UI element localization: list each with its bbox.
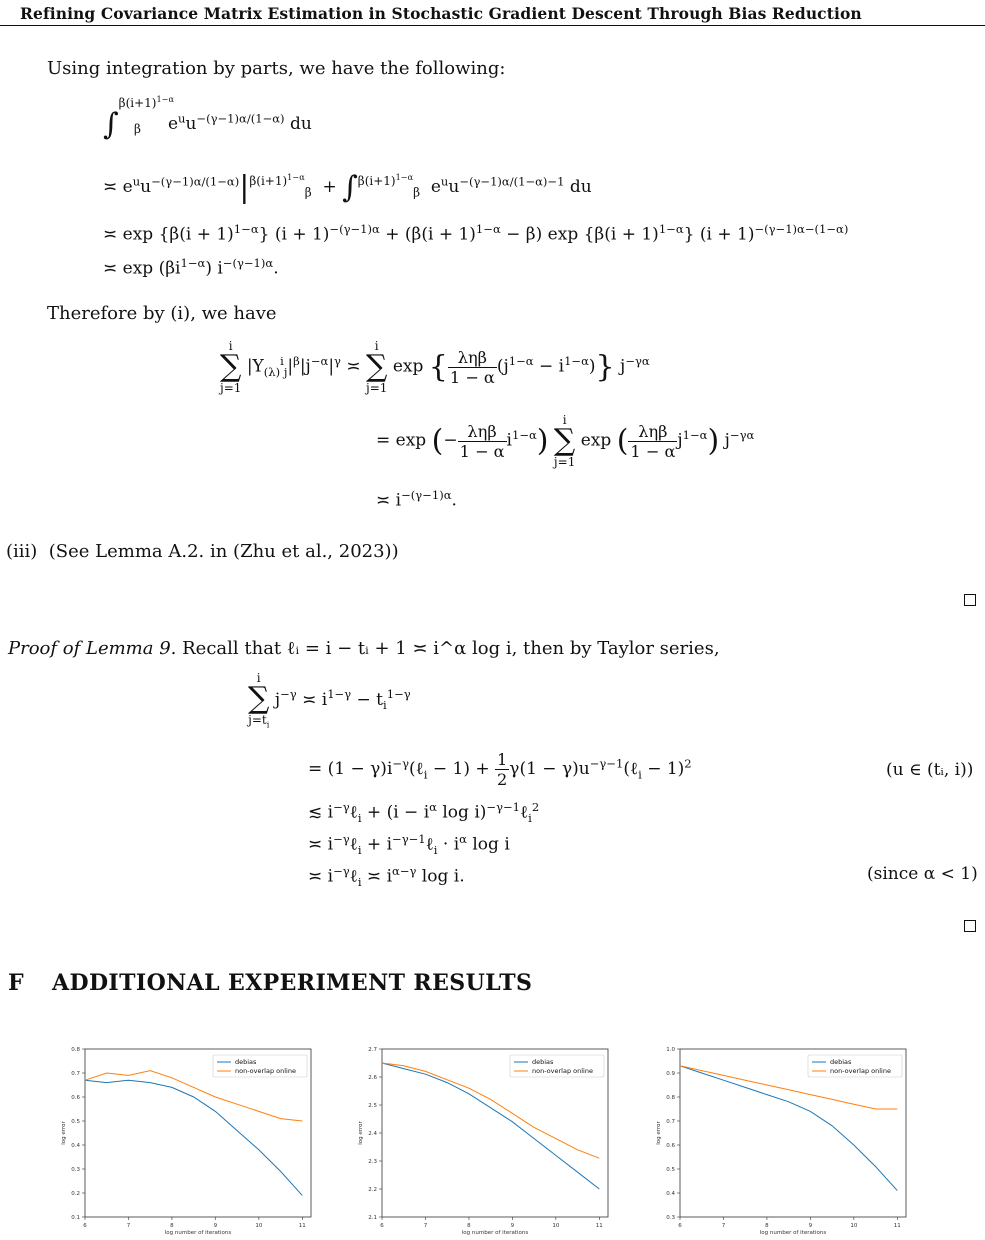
legend-label: non-overlap online: [532, 1067, 593, 1075]
y-tick-label: 2.6: [368, 1075, 377, 1081]
y-tick-label: 0.5: [71, 1119, 80, 1125]
x-tick-label: 8: [467, 1223, 471, 1229]
x-tick-label: 7: [126, 1223, 131, 1229]
y-tick-label: 1.0: [666, 1047, 675, 1053]
x-tick-label: 7: [423, 1223, 428, 1229]
legend-label: debias: [830, 1058, 852, 1066]
y-tick-label: 0.2: [71, 1191, 80, 1197]
x-tick-label: 9: [510, 1223, 515, 1229]
x-axis-label: log number of iterations: [759, 1230, 827, 1235]
y-tick-label: 2.4: [368, 1131, 377, 1137]
proof-text: Recall that ℓᵢ = i − tᵢ + 1 ≍ i^α log i, then by Taylor series,: [182, 638, 720, 659]
y-tick-label: 0.9: [666, 1071, 675, 1077]
list-item-label: (iii): [6, 541, 38, 562]
chart-2: [352, 1045, 612, 1235]
equation-taylor5: ≍ $i^{-\gamma}\ell_i$ ≍ $i^{\alpha-\gamma}$ log i.: [308, 864, 465, 890]
x-tick-label: 7: [721, 1223, 726, 1229]
x-tick-label: 11: [298, 1223, 306, 1229]
y-tick-label: 0.8: [666, 1095, 675, 1101]
legend-label: debias: [235, 1058, 257, 1066]
y-tick-label: 0.6: [666, 1143, 675, 1149]
x-tick-label: 11: [893, 1223, 901, 1229]
y-tick-label: 0.6: [71, 1095, 80, 1101]
x-tick-label: 6: [380, 1223, 384, 1229]
equation-step3: ≍ $\exp (\beta i^{1-\alpha})$ $i^{-(\gamma-1)\alpha}$.: [103, 256, 279, 279]
chart-3: [650, 1045, 910, 1235]
running-header: Refining Covariance Matrix Estimation in Stochastic Gradient Descent Through Bias Reduction: [20, 4, 862, 23]
qed-box-1: [964, 594, 976, 606]
equation-taylor4: ≍ $i^{-\gamma}\ell_i$ + $i^{-\gamma-1}\ell_i \cdot i^\alpha$ log i: [308, 832, 510, 858]
y-tick-label: 2.5: [368, 1103, 377, 1109]
legend-label: debias: [532, 1058, 554, 1066]
x-tick-label: 10: [850, 1223, 858, 1229]
y-tick-label: 2.3: [368, 1159, 377, 1165]
y-tick-label: 0.5: [666, 1167, 675, 1173]
equation-tag-1: (u ∈ (tᵢ, i)): [886, 760, 974, 780]
y-tick-label: 0.8: [71, 1047, 80, 1053]
section-number: F: [8, 970, 25, 996]
x-tick-label: 8: [765, 1223, 769, 1229]
x-tick-label: 10: [552, 1223, 560, 1229]
header-rule: [0, 25, 985, 26]
chart-1: [55, 1045, 315, 1235]
y-tick-label: 0.4: [71, 1143, 80, 1149]
x-tick-label: 6: [678, 1223, 682, 1229]
proof-lemma-9: [8, 638, 720, 659]
y-tick-label: 0.7: [71, 1071, 80, 1077]
x-tick-label: 11: [595, 1223, 603, 1229]
x-tick-label: 10: [255, 1223, 263, 1229]
y-tick-label: 2.1: [368, 1215, 377, 1221]
equation-sum2: = exp (− $\frac{\text{ληβ}}{1 - \alpha}$ $i^{1-\alpha}$) i ∑ j=1 exp ( $\frac{\text{ληβ}}{1 - \alpha}$ $j^{1-\alpha}$) $j^{-\gamma\alpha}$: [376, 413, 755, 469]
equation-sum3: ≍ $i^{-(\gamma-1)\alpha}$.: [376, 488, 457, 511]
x-axis-label: log number of iterations: [461, 1230, 529, 1235]
y-tick-label: 0.3: [71, 1167, 80, 1173]
series-line-non-overlap-online: [85, 1071, 302, 1121]
legend-label: non-overlap online: [830, 1067, 891, 1075]
series-line-debias: [85, 1080, 302, 1195]
section-heading: [8, 970, 532, 996]
x-tick-label: 9: [213, 1223, 218, 1229]
series-line-debias: [382, 1063, 599, 1189]
y-tick-label: 0.4: [666, 1191, 675, 1197]
equation-tag-2: (since α < 1): [867, 864, 978, 884]
series-line-debias: [680, 1066, 897, 1191]
y-axis-label: log error: [61, 1121, 67, 1145]
y-tick-label: 2.7: [368, 1047, 377, 1053]
paragraph-therefore: Therefore by (i), we have: [47, 303, 277, 324]
list-item-iii: [6, 541, 399, 562]
y-axis-label: log error: [656, 1121, 662, 1145]
y-axis-label: log error: [358, 1121, 364, 1145]
equation-step2: ≍ $\exp \{\beta(i + 1)^{1-\alpha}\}$ $(i + 1)^{-(\gamma-1)\alpha} + (\beta(i + 1)^{1-\alpha} - \beta)$ $\exp \{\beta(i + 1)^{1-\alpha}\}$ $(i + 1)^{-(\gamma-1)\alpha-(1-\alpha)}$: [103, 222, 849, 245]
y-tick-label: 0.3: [666, 1215, 675, 1221]
equation-step1: ≍ $e^uu^{-(\gamma-1)\alpha/(1-\alpha)}|^{\beta(i+1)^{1-\alpha}}_\beta + \int^{\beta(i+1)^{1-\alpha}}_\beta$ $e^uu^{-(\gamma-1)\alpha/(1-\alpha)-1}$ du: [103, 170, 592, 205]
x-tick-label: 9: [808, 1223, 813, 1229]
equation-integral: ∫$^{\beta(i+1)^{1-\alpha}}_\beta$ $e^uu^{-(\gamma-1)\alpha/(1-\alpha)}$ du: [103, 94, 312, 142]
proof-title: Proof of Lemma 9.: [8, 638, 177, 659]
qed-box-2: [964, 920, 976, 932]
x-axis-label: log number of iterations: [164, 1230, 232, 1235]
list-item-text: (See Lemma A.2. in (Zhu et al., 2023)): [48, 541, 399, 562]
y-tick-label: 2.2: [368, 1187, 377, 1193]
equation-sum1: i ∑ j=1 $|Y_{(\lambda)}^i_j|^\beta|j^{-\alpha}|^\gamma$ ≍ i ∑ j=1 exp { $\frac{\text{ληβ}}{1 - \alpha}$ $(j^{1-\alpha} - i^{1-\alpha})$} $j^{-\gamma\alpha}$: [220, 339, 650, 395]
equation-taylor3: ≲ $i^{-\gamma}\ell_i + (i - i^\alpha$ log i)$^{-\gamma-1}$ℓ$_i^2$: [308, 800, 540, 826]
y-tick-label: 0.7: [666, 1119, 675, 1125]
legend-label: non-overlap online: [235, 1067, 296, 1075]
section-title: ADDITIONAL EXPERIMENT RESULTS: [52, 970, 533, 996]
x-tick-label: 6: [83, 1223, 87, 1229]
x-tick-label: 8: [170, 1223, 174, 1229]
equation-taylor2: = $(1 - \gamma)i^{-\gamma}(\ell_i - 1)$ + $\frac{1}{2}$ $\gamma(1 - \gamma)u^{-\gamma-1}(\ell_i - 1)^2$: [308, 750, 692, 789]
paragraph-integration: Using integration by parts, we have the following:: [47, 58, 506, 79]
y-tick-label: 0.1: [71, 1215, 80, 1221]
equation-taylor1: i ∑ $j=t_i$ $j^{-\gamma}$ ≍ $i^{1-\gamma} - t_i^{1-\gamma}$: [248, 671, 411, 730]
